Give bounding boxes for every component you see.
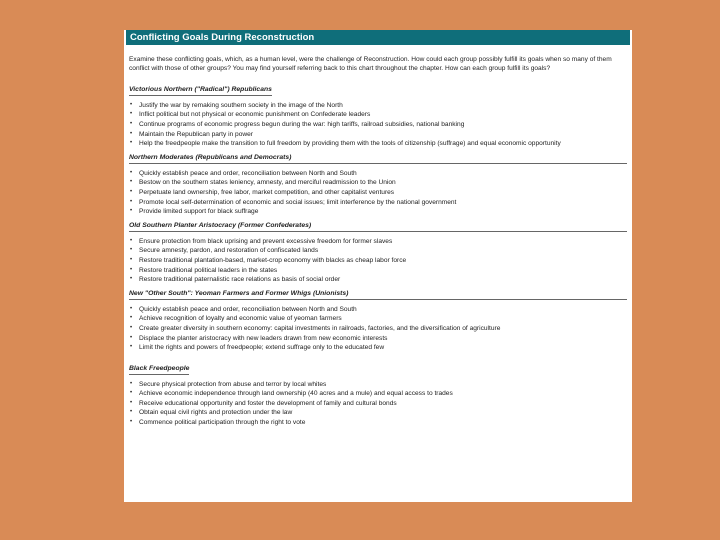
- goal-list: [129, 101, 627, 149]
- section-3: [127, 289, 629, 353]
- section-heading: Northern Moderates (Republicans and Democrats): [129, 153, 627, 164]
- goal-list: [129, 380, 627, 428]
- intro-paragraph: Examine these conflicting goals, which, as a human level, were the challenge of Reconstruction. How could each group possibly fulfill its goals when so many of them conflict with those of other groups? You may find yourself referring back to this chart throughout the chapter. How can each group fulfill its goals?: [129, 56, 612, 73]
- sections-container: [127, 78, 629, 428]
- goal-item: • Commence political participation through the right to vote: [129, 418, 627, 428]
- goal-item: • Restore traditional political leaders in the states: [129, 266, 627, 276]
- goal-item: • Provide limited support for black suffrage: [129, 207, 627, 217]
- goal-item: • Create greater diversity in southern economy: capital investments in railroads, factories, and the diversification of agriculture: [129, 324, 627, 334]
- goal-item: • Inflict political but not physical or economic punishment on Confederate leaders: [129, 110, 627, 120]
- goal-item: • Quickly establish peace and order, reconciliation between North and South: [129, 169, 627, 179]
- goal-item: • Perpetuate land ownership, free labor, market competition, and other capitalist ventures: [129, 188, 627, 198]
- goal-item: • Displace the planter aristocracy with new leaders drawn from new economic interests: [129, 334, 627, 344]
- goal-item: • Maintain the Republican party in power: [129, 130, 627, 140]
- goal-item: • Restore traditional paternalistic race relations as basis of social order: [129, 275, 627, 285]
- goal-item: • Promote local self-determination of economic and social issues; limit interference by the national government: [129, 198, 627, 208]
- section-1: [127, 153, 629, 217]
- page-title: Conflicting Goals During Reconstruction: [126, 30, 630, 45]
- goal-item: • Obtain equal civil rights and protection under the law: [129, 408, 627, 418]
- goal-item: • Receive educational opportunity and foster the development of family and cultural bonds: [129, 399, 627, 409]
- goal-item: • Secure physical protection from abuse and terror by local whites: [129, 380, 627, 390]
- goal-item: • Continue programs of economic progress begun during the war: high tariffs, railroad subsidies, national banking: [129, 120, 627, 130]
- goal-item: • Help the freedpeople make the transition to full freedom by providing them with the tools of citizenship (suffrage) and equal economic opportunity: [129, 139, 627, 149]
- document-sheet: [124, 30, 632, 502]
- section-4: [127, 357, 629, 428]
- goal-item: • Justify the war by remaking southern society in the image of the North: [129, 101, 627, 111]
- goal-item: • Quickly establish peace and order, reconciliation between North and South: [129, 305, 627, 315]
- goal-list: [129, 305, 627, 353]
- section-2: [127, 221, 629, 285]
- goal-item: • Achieve recognition of loyalty and economic value of yeoman farmers: [129, 314, 627, 324]
- goal-item: • Limit the rights and powers of freedpeople; extend suffrage only to the educated few: [129, 343, 627, 353]
- goal-item: • Bestow on the southern states leniency, amnesty, and merciful readmission to the Union: [129, 178, 627, 188]
- goal-list: [129, 169, 627, 217]
- goal-item: • Secure amnesty, pardon, and restoration of confiscated lands: [129, 246, 627, 256]
- goal-list: [129, 237, 627, 285]
- section-0: [127, 78, 629, 149]
- section-heading: Victorious Northern ("Radical") Republicans: [129, 85, 272, 96]
- section-heading: New "Other South": Yeoman Farmers and Former Whigs (Unionists): [129, 289, 627, 300]
- section-heading: Black Freedpeople: [129, 364, 189, 375]
- goal-item: • Achieve economic independence through land ownership (40 acres and a mule) and equal access to trades: [129, 389, 627, 399]
- section-heading: Old Southern Planter Aristocracy (Former Confederates): [129, 221, 627, 232]
- goal-item: • Restore traditional plantation-based, market-crop economy with blacks as cheap labor force: [129, 256, 627, 266]
- goal-item: • Ensure protection from black uprising and prevent excessive freedom for former slaves: [129, 237, 627, 247]
